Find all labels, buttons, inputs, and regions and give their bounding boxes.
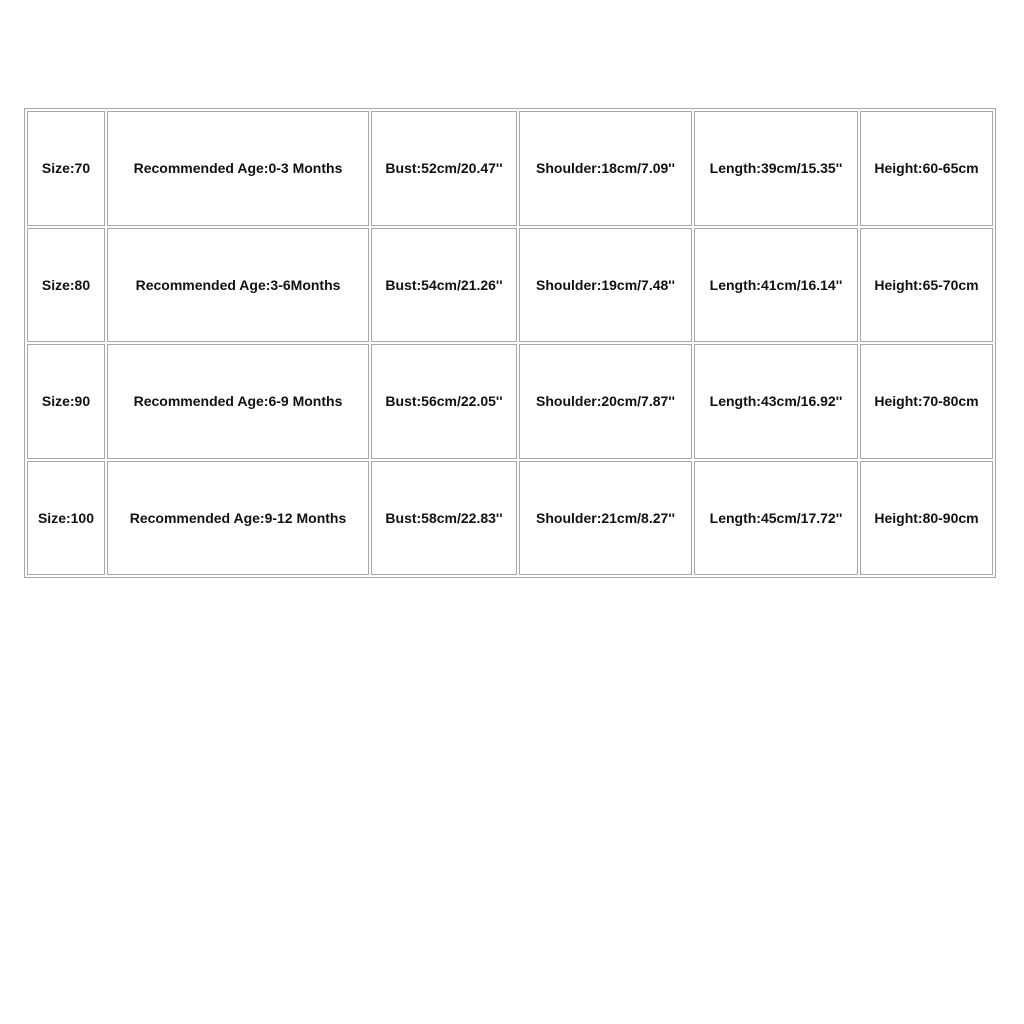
- recommended-age-cell: Recommended Age:6-9 Months: [107, 344, 369, 459]
- size-chart-table: [24, 108, 996, 578]
- height-cell: Height:70-80cm: [860, 344, 993, 459]
- height-cell: Height:80-90cm: [860, 461, 993, 576]
- bust-cell: Bust:58cm/22.83'': [371, 461, 517, 576]
- recommended-age-cell: Recommended Age:0-3 Months: [107, 111, 369, 226]
- shoulder-cell: Shoulder:21cm/8.27'': [519, 461, 692, 576]
- length-cell: Length:39cm/15.35'': [694, 111, 858, 226]
- table-row: [27, 111, 993, 226]
- length-cell: Length:45cm/17.72'': [694, 461, 858, 576]
- size-cell: Size:80: [27, 228, 105, 343]
- size-cell: Size:70: [27, 111, 105, 226]
- height-cell: Height:65-70cm: [860, 228, 993, 343]
- bust-cell: Bust:52cm/20.47'': [371, 111, 517, 226]
- height-cell: Height:60-65cm: [860, 111, 993, 226]
- table-row: [27, 344, 993, 459]
- shoulder-cell: Shoulder:20cm/7.87'': [519, 344, 692, 459]
- shoulder-cell: Shoulder:18cm/7.09'': [519, 111, 692, 226]
- table-row: [27, 228, 993, 343]
- length-cell: Length:41cm/16.14'': [694, 228, 858, 343]
- shoulder-cell: Shoulder:19cm/7.48'': [519, 228, 692, 343]
- bust-cell: Bust:54cm/21.26'': [371, 228, 517, 343]
- table-row: [27, 461, 993, 576]
- bust-cell: Bust:56cm/22.05'': [371, 344, 517, 459]
- size-cell: Size:90: [27, 344, 105, 459]
- recommended-age-cell: Recommended Age:3-6Months: [107, 228, 369, 343]
- length-cell: Length:43cm/16.92'': [694, 344, 858, 459]
- size-cell: Size:100: [27, 461, 105, 576]
- recommended-age-cell: Recommended Age:9-12 Months: [107, 461, 369, 576]
